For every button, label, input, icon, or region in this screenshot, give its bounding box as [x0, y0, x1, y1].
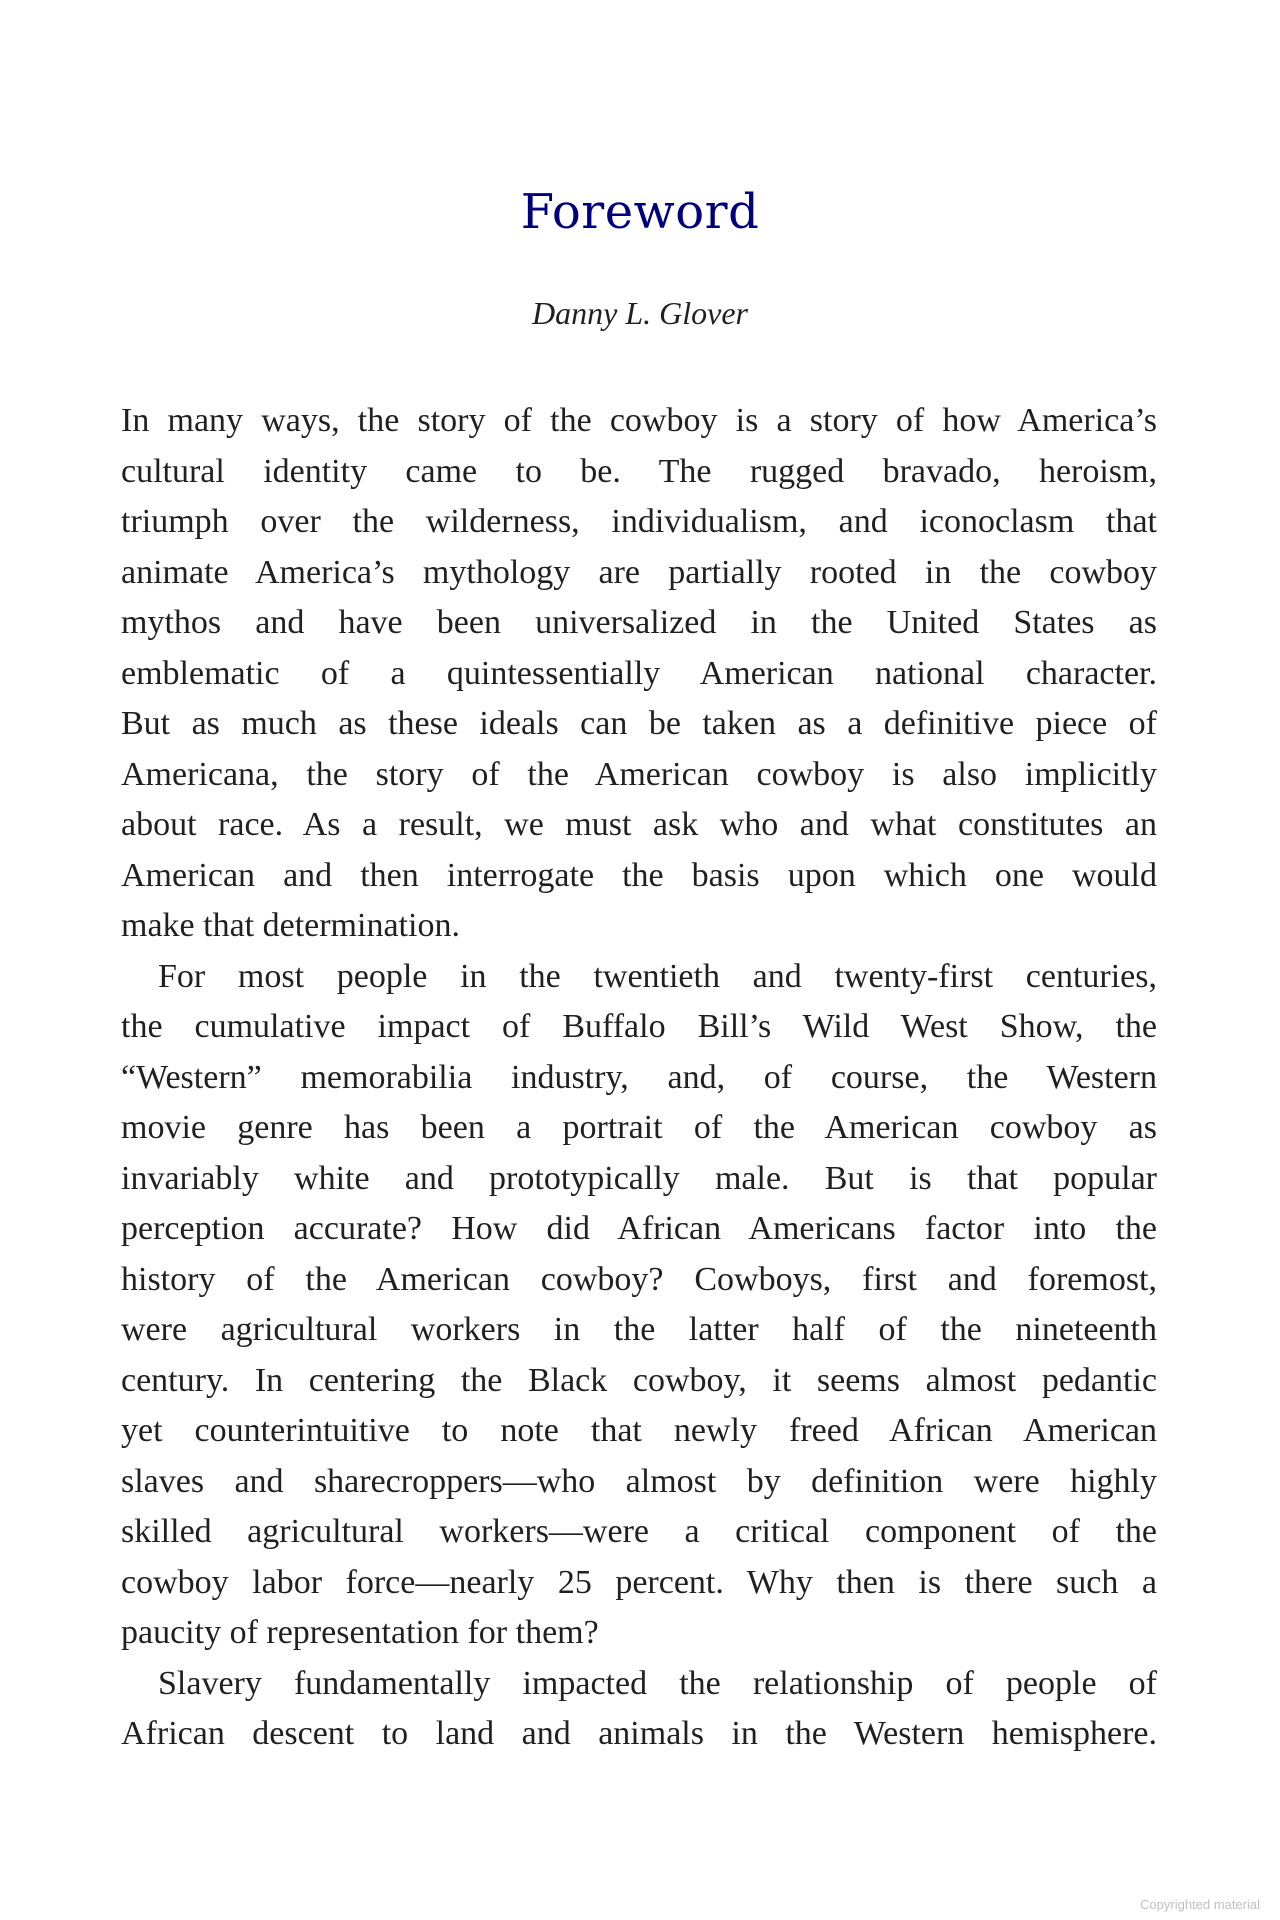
paragraph-1 [121, 396, 1157, 952]
text-line: about race. As a result, we must ask who and what constitutes an [121, 806, 1157, 843]
text-line: cowboy labor force—nearly 25 percent. Why then is there such a [121, 1563, 1157, 1601]
text-line: mythos and have been universalized in the United States as [121, 604, 1157, 641]
text-line: skilled agricultural workers—were a critical component of the [121, 1513, 1157, 1550]
text-line: American and then interrogate the basis upon which one would [121, 856, 1157, 894]
text-line: century. In centering the Black cowboy, it seems almost pedantic [121, 1361, 1157, 1399]
paragraph-2 [121, 952, 1157, 1659]
text-line: animate America’s mythology are partially rooted in the cowboy [121, 553, 1157, 591]
text-line: “Western” memorabilia industry, and, of course, the Western [121, 1058, 1157, 1096]
text-line: emblematic of a quintessentially American national character. [121, 654, 1157, 692]
paragraph-3 [121, 1659, 1157, 1760]
text-line: perception accurate? How did African Americans factor into the [121, 1210, 1157, 1247]
text-line: Americana, the story of the American cowboy is also implicitly [121, 755, 1157, 793]
text-line: make that determination. [121, 907, 460, 944]
text-line: Slavery fundamentally impacted the relationship of people of [158, 1664, 1157, 1702]
text-line: triumph over the wilderness, individualism, and iconoclasm that [121, 503, 1157, 540]
text-line: movie genre has been a portrait of the American cowboy as [121, 1109, 1157, 1146]
text-line: yet counterintuitive to note that newly freed African American [121, 1412, 1157, 1449]
text-line: invariably white and prototypically male. But is that popular [121, 1159, 1157, 1197]
text-line: slaves and sharecroppers—who almost by definition were highly [121, 1462, 1157, 1500]
text-line: But as much as these ideals can be taken as a definitive piece of [121, 705, 1157, 742]
text-line: In many ways, the story of the cowboy is a story of how America’s [121, 402, 1157, 439]
text-line: the cumulative impact of Buffalo Bill’s Wild West Show, the [121, 1008, 1157, 1045]
text-line: African descent to land and animals in the Western hemisphere. [121, 1715, 1157, 1752]
chapter-author: Danny L. Glover [532, 295, 748, 331]
text-line: For most people in the twentieth and twenty-first centuries, [158, 957, 1157, 995]
copyright-notice: Copyrighted material [1140, 1897, 1260, 1912]
text-line: paucity of representation for them? [121, 1614, 599, 1651]
chapter-title: Foreword [520, 184, 760, 240]
text-line: were agricultural workers in the latter half of the nineteenth [121, 1311, 1157, 1348]
text-line: history of the American cowboy? Cowboys, first and foremost, [121, 1260, 1157, 1298]
text-line: cultural identity came to be. The rugged bravado, heroism, [121, 452, 1157, 490]
body-text [121, 396, 1157, 1760]
